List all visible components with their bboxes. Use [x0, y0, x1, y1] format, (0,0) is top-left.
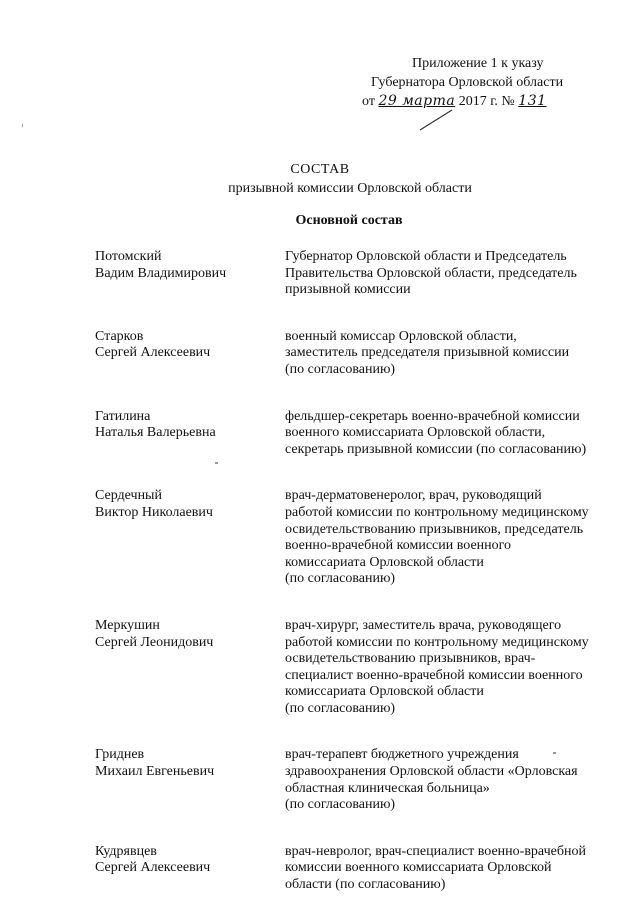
member-surname: Гриднев — [95, 747, 145, 763]
member-surname: Кудрявцев — [95, 843, 157, 859]
appendix-line-1: Приложение 1 к указу — [412, 56, 544, 71]
handwritten-date: 29 марта — [378, 93, 456, 109]
appendix-header — [362, 54, 602, 111]
member-role: врач-невролог, врач-специалист военно-врачебной комиссии военного комиссариата Орловской области (по согласованию) — [285, 843, 586, 893]
scan-speck — [22, 124, 23, 127]
member-row — [95, 618, 625, 718]
member-row — [95, 249, 625, 299]
member-surname: Меркушин — [95, 617, 160, 633]
title-sub: призывной комиссии Орловской области — [228, 181, 472, 196]
scan-speck — [215, 462, 218, 464]
member-role: Губернатор Орловской области и Председатель Правительства Орловской области, председатель призывной комиссии — [285, 249, 577, 298]
member-surname: Старков — [95, 328, 144, 344]
member-name — [95, 249, 285, 299]
title-main: СОСТАВ — [290, 162, 350, 177]
member-surname: Гатилина — [95, 408, 151, 424]
member-given-name: Вадим Владимирович — [95, 265, 227, 281]
scan-speck — [553, 752, 556, 754]
member-given-name: Сергей Алексеевич — [95, 860, 211, 876]
member-row — [95, 488, 625, 588]
member-role: фельдшер-секретарь военно-врачебной комиссии военного комиссариата Орловской области, секретарь призывной комиссии (по согласованию) — [285, 408, 587, 457]
member-given-name: Сергей Леонидович — [95, 634, 214, 650]
pen-stroke-mark — [418, 108, 454, 132]
member-role: врач-дерматовенеролог, врач, руководящий работой комиссии по контрольному медицинскому освидетельствованию призывников, председатель военно-врачебной комиссии военного комиссариата Орловской области (по согласованию) — [285, 488, 589, 587]
member-name — [95, 488, 285, 588]
member-role: врач-хирург, заместитель врача, руководящего работой комиссии по контрольному медицинскому освидетельствованию призывников, врач- специалист военно-врачебной комиссии военного комиссариата Орловской области (по согласованию) — [285, 617, 589, 716]
member-row — [95, 409, 625, 459]
member-role: врач-терапевт бюджетного учреждения здравоохранения Орловской области «Орловская областная клиническая больница» (по согласованию) — [285, 747, 578, 813]
member-given-name: Сергей Алексеевич — [95, 345, 211, 361]
year-number-label: 2017 г. № — [458, 94, 515, 109]
member-name — [95, 409, 285, 459]
member-given-name: Михаил Евгеньевич — [95, 764, 215, 780]
appendix-line-2: Губернатора Орловской области — [371, 75, 564, 90]
section-title: Основной состав — [295, 213, 403, 228]
document-title — [0, 160, 640, 198]
members-list — [95, 249, 625, 924]
member-surname: Потомский — [95, 249, 162, 264]
member-name — [95, 329, 285, 379]
date-prefix: от — [362, 94, 375, 109]
member-row — [95, 747, 625, 813]
member-given-name: Наталья Валерьевна — [95, 425, 216, 441]
member-surname: Сердечный — [95, 488, 162, 504]
member-row — [95, 844, 625, 894]
handwritten-number: 131 — [518, 93, 547, 109]
member-name — [95, 747, 285, 813]
member-name — [95, 844, 285, 894]
member-role: военный комиссар Орловской области, заместитель председателя призывной комиссии (по согласованию) — [285, 328, 570, 377]
appendix-line-3 — [362, 92, 602, 111]
member-given-name: Виктор Николаевич — [95, 504, 213, 520]
section-heading — [0, 213, 640, 229]
member-row — [95, 329, 625, 379]
member-name — [95, 618, 285, 718]
